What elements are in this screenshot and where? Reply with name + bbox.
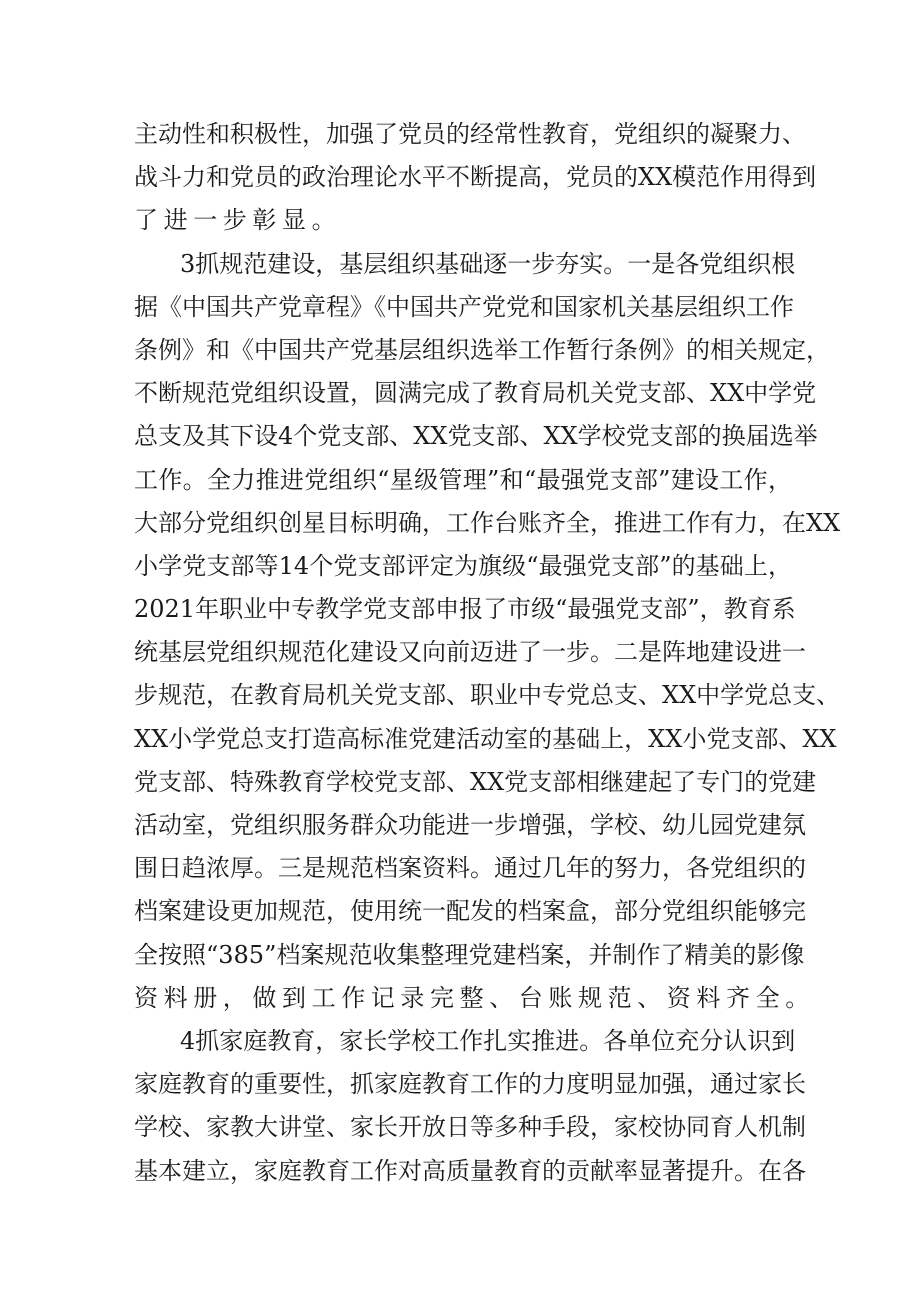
text-line: 学校、家教大讲堂、家长开放日等多种手段，家校协同育人机制: [134, 1113, 806, 1142]
text-line: XX小学党总支打造高标准党建活动室的基础上，XX小党支部、XX: [134, 724, 837, 753]
text-line: 条例》和《中国共产党基层组织选举工作暂行条例》的相关规定，: [134, 335, 830, 364]
text-line: 资料册，做到工作记录完整、台账规范、资料齐全。: [134, 983, 815, 1012]
paragraph: [134, 243, 841, 1020]
text-line: 3抓规范建设，基层组织基础逐一步夯实。一是各党组织根: [180, 249, 796, 278]
text-line: 家庭教育的重要性，抓家庭教育工作的力度明显加强，通过家长: [134, 1070, 806, 1099]
text-line: 总支及其下设4个党支部、XX党支部、XX学校党支部的换届选举: [134, 422, 818, 451]
text-line: 档案建设更加规范，使用统一配发的档案盒，部分党组织能够完: [134, 897, 806, 926]
document-body: [134, 113, 841, 1193]
text-line: 大部分党组织创星目标明确，工作台账齐全，推进工作有力，在XX: [134, 508, 841, 537]
text-line: 2021年职业中专教学党支部申报了市级“最强党支部”，教育系: [134, 595, 796, 624]
text-line: 据《中国共产党章程》《中国共产党党和国家机关基层组织工作: [134, 292, 794, 321]
text-line: 步规范，在教育局机关党支部、职业中专党总支、XX中学党总支、: [134, 681, 841, 710]
text-line: 工作。全力推进党组织“星级管理”和“最强党支部”建设工作，: [134, 465, 792, 494]
text-line: 围日趋浓厚。三是规范档案资料。通过几年的努力，各党组织的: [134, 854, 806, 883]
text-line: 全按照“385”档案规范收集整理党建档案，并制作了精美的影像: [134, 940, 805, 969]
text-line: 统基层党组织规范化建设又向前迈进了一步。二是阵地建设进一: [134, 638, 806, 667]
text-line: 党支部、特殊教育学校党支部、XX党支部相继建起了专门的党建: [134, 767, 817, 796]
paragraph: [134, 113, 817, 243]
text-line: 战斗力和党员的政治理论水平不断提高，党员的XX模范作用得到: [134, 163, 817, 192]
paragraph: [134, 1020, 806, 1193]
text-line: 基本建立，家庭教育工作对高质量教育的贡献率显著提升。在各: [134, 1156, 806, 1185]
text-line: 了进一步彰显。: [134, 206, 342, 235]
text-line: 4抓家庭教育，家长学校工作扎实推进。各单位充分认识到: [180, 1026, 796, 1055]
text-line: 主动性和积极性，加强了党员的经常性教育，党组织的凝聚力、: [134, 120, 806, 148]
text-line: 活动室，党组织服务群众功能进一步增强，学校、幼儿园党建氛: [134, 811, 806, 839]
text-line: 不断规范党组织设置，圆满完成了教育局机关党支部、XX中学党: [134, 379, 817, 408]
text-line: 小学党支部等14个党支部评定为旗级“最强党支部”的基础上，: [134, 551, 792, 580]
